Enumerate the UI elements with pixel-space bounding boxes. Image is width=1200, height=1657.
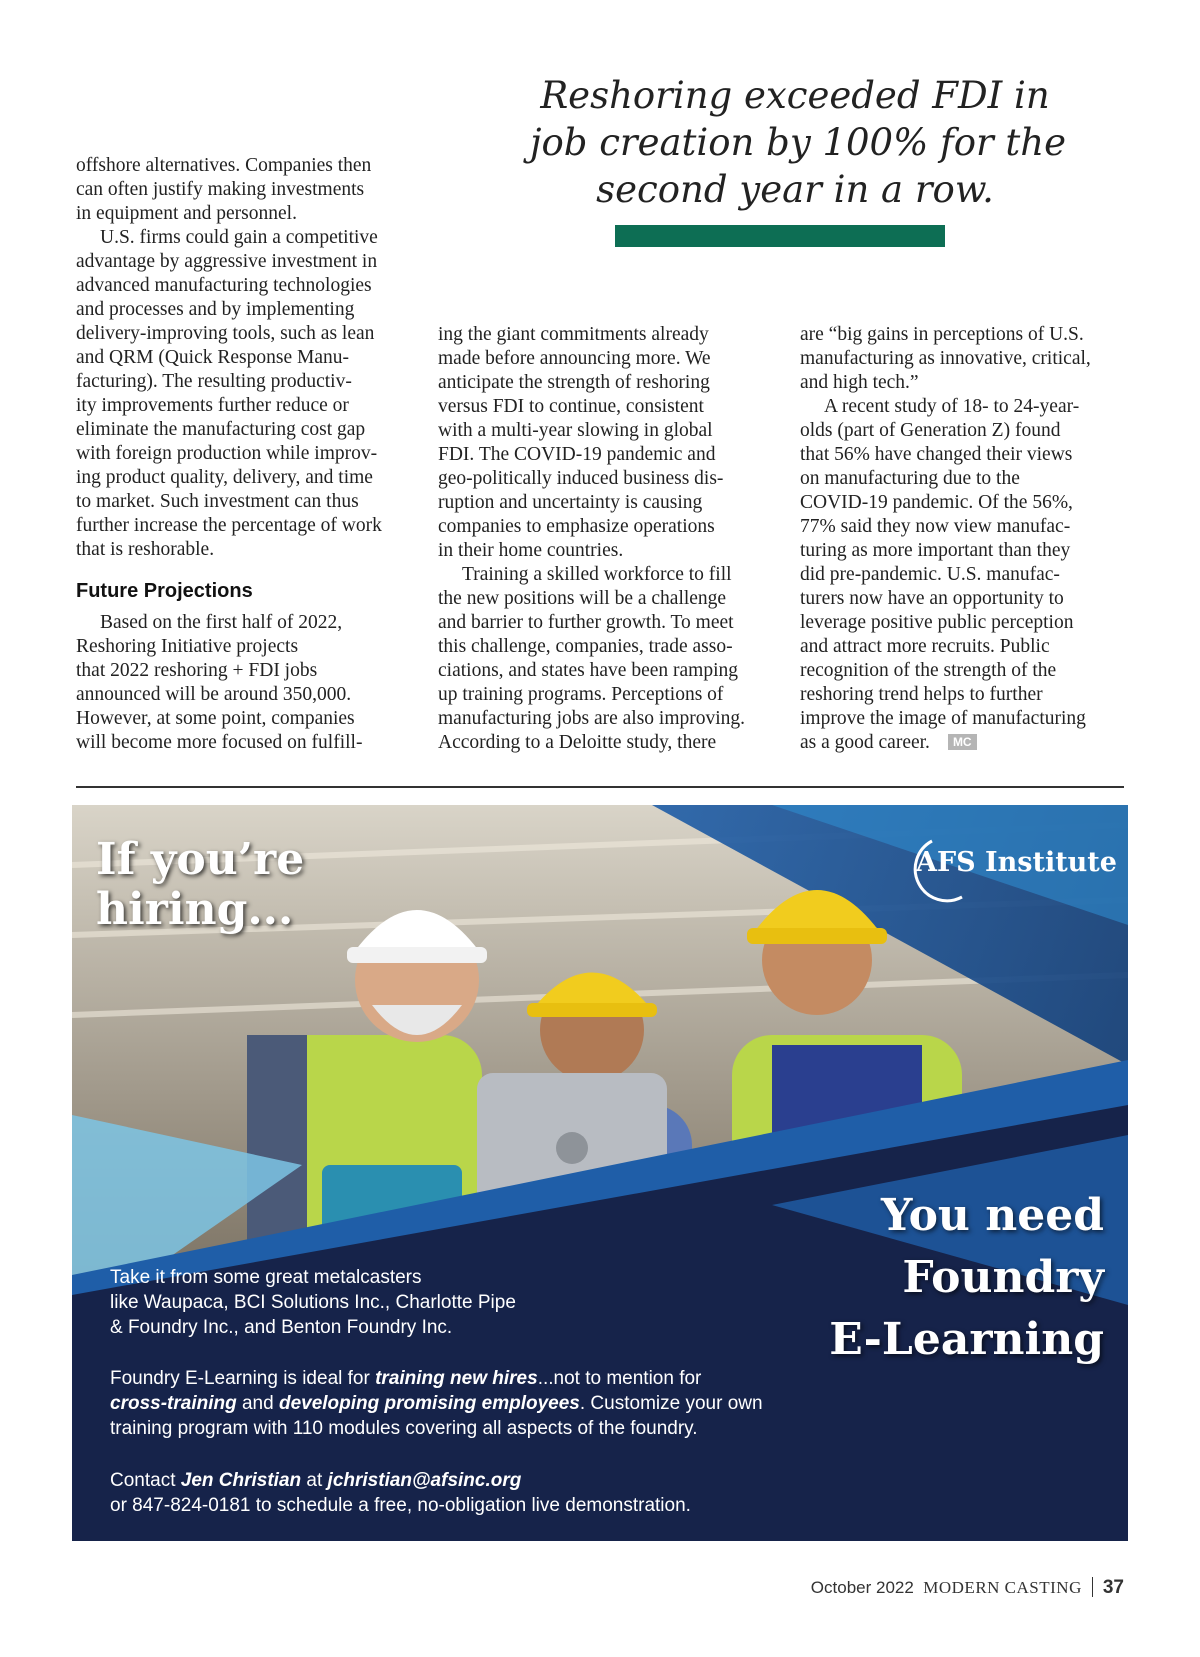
footer-magazine-name: MODERN CASTING <box>923 1578 1082 1597</box>
ad-text-line: or 847-824-0181 to schedule a free, no-obligation live demonstration. <box>110 1495 691 1516</box>
text-line: ruption and uncertainty is causing <box>438 492 703 513</box>
ad-text: Foundry E-Learning is ideal for <box>110 1368 376 1389</box>
text-line: and processes and by implementing <box>76 299 355 320</box>
article-column-1-continued <box>76 611 406 755</box>
pull-quote-line: Reshoring exceeded FDI in <box>540 74 1050 117</box>
text-line: up training programs. Perceptions of <box>438 684 724 705</box>
page-number: 37 <box>1102 1577 1124 1598</box>
text-line: According to a Deloitte study, there <box>438 732 717 753</box>
text-line <box>800 731 1130 755</box>
text-line: and barrier to further growth. To meet <box>438 612 734 633</box>
contact-name: Jen Christian <box>180 1470 302 1491</box>
text-line: versus FDI to continue, consistent <box>438 396 704 417</box>
text-line: with foreign production while improv- <box>76 443 378 464</box>
ad-text-line: & Foundry Inc., and Benton Foundry Inc. <box>110 1317 453 1338</box>
ad-text-line <box>110 1366 763 1391</box>
text-line: advantage by aggressive investment in <box>76 251 378 272</box>
pull-quote-bar <box>615 225 945 247</box>
text-line: geo-politically induced business dis- <box>438 468 724 489</box>
ad-text-line: Take it from some great metalcasters <box>110 1267 422 1288</box>
ad-headline-line: If you’re <box>96 834 305 885</box>
text-line: leverage positive public perception <box>800 612 1074 633</box>
ad-paragraph-benefits <box>110 1366 763 1441</box>
text-line: reshoring trend helps to further <box>800 684 1043 705</box>
footer-date: October 2022 <box>810 1578 914 1597</box>
text-line: FDI. The COVID-19 pandemic and <box>438 444 716 465</box>
text-line: to market. Such investment can thus <box>76 491 359 512</box>
ad-text-line: training program with 110 modules covering all aspects of the foundry. <box>110 1418 698 1439</box>
ad-tagline-line: You need <box>881 1190 1104 1241</box>
pull-quote <box>530 72 1067 213</box>
ad-paragraph-contact <box>110 1468 691 1518</box>
article-column-2 <box>438 323 768 755</box>
text-line: A recent study of 18- to 24-year- <box>824 396 1080 417</box>
text-line: did pre-pandemic. U.S. manufac- <box>800 564 1060 585</box>
pull-quote-line: second year in a row. <box>596 168 994 211</box>
text-line: advanced manufacturing technologies <box>76 275 372 296</box>
text-line: that is reshorable. <box>76 539 215 560</box>
text-line: can often justify making investments <box>76 179 365 200</box>
ad-headline <box>96 835 304 935</box>
section-divider <box>76 786 1124 788</box>
ad-text: at <box>301 1470 328 1491</box>
ad-tagline-line: E-Learning <box>829 1314 1104 1365</box>
ad-text-line: like Waupaca, BCI Solutions Inc., Charlotte Pipe <box>110 1292 516 1313</box>
text-line: and attract more recruits. Public <box>800 636 1050 657</box>
text-line: manufacturing as innovative, critical, <box>800 348 1091 369</box>
ad-tagline-line: Foundry <box>902 1252 1104 1303</box>
ad-text: Contact <box>110 1470 181 1491</box>
end-mark-badge: MC <box>948 734 977 750</box>
text-line: and high tech.” <box>800 372 919 393</box>
text-line: facturing). The resulting productiv- <box>76 371 352 392</box>
text-line: Reshoring Initiative projects <box>76 636 299 657</box>
text-line: this challenge, companies, trade asso- <box>438 636 733 657</box>
text-line: turing as more important than they <box>800 540 1071 561</box>
text-line: Training a skilled workforce to fill <box>462 564 732 585</box>
text-line: U.S. firms could gain a competitive <box>100 227 378 248</box>
text-line: will become more focused on fulfill- <box>76 732 363 753</box>
text-line: improve the image of manufacturing <box>800 708 1086 729</box>
text-line-last: as a good career. <box>800 732 930 753</box>
ad-text-line <box>110 1391 763 1416</box>
text-line: However, at some point, companies <box>76 708 355 729</box>
text-line: ing product quality, delivery, and time <box>76 467 373 488</box>
text-line: the new positions will be a challenge <box>438 588 727 609</box>
text-line: in their home countries. <box>438 540 624 561</box>
text-line: anticipate the strength of reshoring <box>438 372 710 393</box>
text-line: Based on the first half of 2022, <box>100 612 343 633</box>
ad-text-emphasis: cross-training <box>110 1393 237 1414</box>
text-line: on manufacturing due to the <box>800 468 1020 489</box>
ad-text-emphasis: developing promising employees <box>278 1393 580 1414</box>
afs-advertisement <box>72 805 1128 1541</box>
section-heading: Future Projections <box>76 580 253 602</box>
ad-text-emphasis: training new hires <box>375 1368 538 1389</box>
text-line: turers now have an opportunity to <box>800 588 1064 609</box>
text-line: COVID-19 pandemic. Of the 56%, <box>800 492 1073 513</box>
text-line: offshore alternatives. Companies then <box>76 155 372 176</box>
text-line: that 56% have changed their views <box>800 444 1073 465</box>
ad-text: and <box>236 1393 279 1414</box>
ad-text: . Customize your own <box>579 1393 763 1414</box>
text-line: manufacturing jobs are also improving. <box>438 708 746 729</box>
text-line: recognition of the strength of the <box>800 660 1057 681</box>
ad-text-line <box>110 1468 691 1493</box>
text-line: announced will be around 350,000. <box>76 684 352 705</box>
text-line: ity improvements further reduce or <box>76 395 349 416</box>
ad-paragraph-customers <box>110 1265 516 1340</box>
text-line: made before announcing more. We <box>438 348 711 369</box>
pull-quote-line: job creation by 100% for the <box>530 121 1067 164</box>
text-line: and QRM (Quick Response Manu- <box>76 347 349 368</box>
ad-headline-line: hiring... <box>96 884 294 935</box>
text-line: delivery-improving tools, such as lean <box>76 323 375 344</box>
text-line: with a multi-year slowing in global <box>438 420 713 441</box>
ad-tagline <box>829 1185 1104 1371</box>
footer-separator <box>1092 1577 1093 1597</box>
text-line: 77% said they now view manufac- <box>800 516 1071 537</box>
text-line: are “big gains in perceptions of U.S. <box>800 324 1084 345</box>
text-line: further increase the percentage of work <box>76 515 382 536</box>
text-line: eliminate the manufacturing cost gap <box>76 419 366 440</box>
article-column-3 <box>800 323 1130 755</box>
article-column-1 <box>76 154 406 562</box>
text-line: olds (part of Generation Z) found <box>800 420 1061 441</box>
afs-logo-text: AFS Institute <box>916 847 1117 878</box>
page-footer <box>811 1577 1124 1599</box>
text-line: that 2022 reshoring + FDI jobs <box>76 660 318 681</box>
text-line: ing the giant commitments already <box>438 324 709 345</box>
text-line: companies to emphasize operations <box>438 516 715 537</box>
ad-text: ...not to mention for <box>537 1368 702 1389</box>
text-line: in equipment and personnel. <box>76 203 297 224</box>
text-line: ciations, and states have been ramping <box>438 660 738 681</box>
contact-email[interactable]: jchristian@afsinc.org <box>327 1470 522 1491</box>
